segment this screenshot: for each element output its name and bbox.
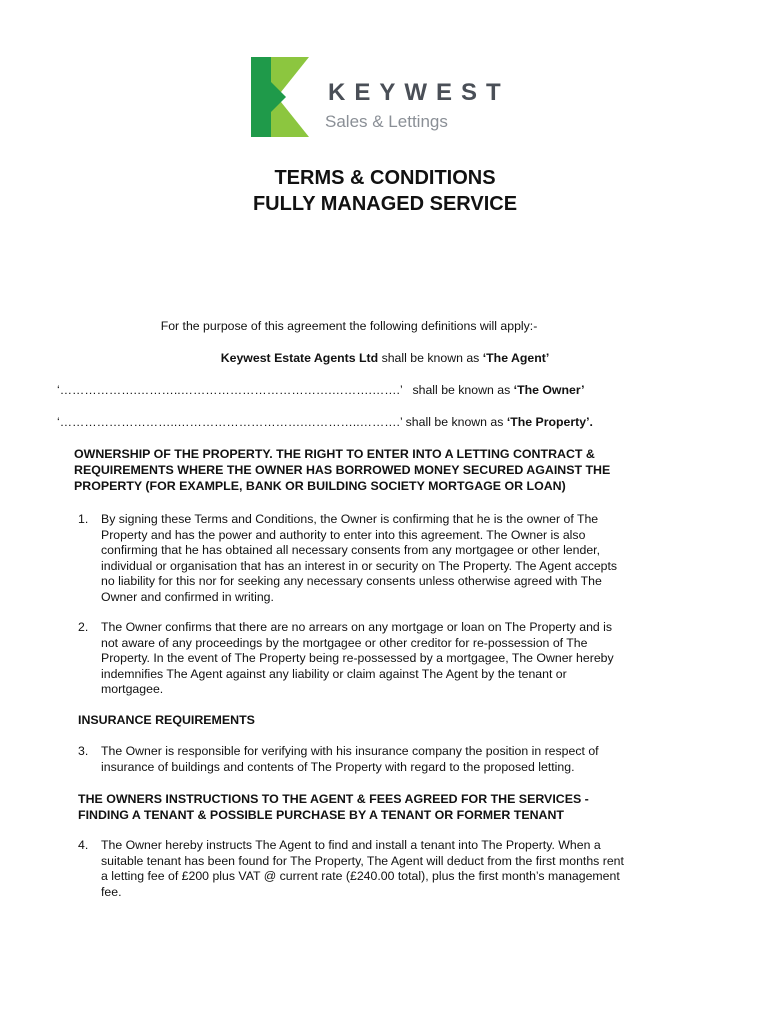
clause-number: 1.: [78, 512, 89, 526]
clause-text: By signing these Terms and Conditions, the Owner is confirming that he is the owner of The Property and has the power and authority to enter into this agreement. The Owner is also confirming that he has obtained all necessary consents from any mortgagee or other lender, individual or organisation that has an interest in or security on The Property. The Agent accepts no liability for this nor for seeking any necessary consents unless otherwise agreed with The Owner and confirmed in writing.: [101, 512, 618, 604]
section-heading-instructions: THE OWNERS INSTRUCTIONS TO THE AGENT & FEES AGREED FOR THE SERVICES - FINDING A TENANT & POSSIBLE PURCHASE BY A TENANT OR FORMER TENANT: [78, 792, 589, 822]
owner-blank: ‘……………….………..……………………………….……….…….’: [57, 383, 403, 397]
clause-number: 3.: [78, 744, 89, 758]
agent-name: Keywest Estate Agents Ltd: [220, 351, 379, 365]
clause-text: The Owner confirms that there are no arrears on any mortgage or loan on The Property and is not aware of any proceedings by the mortgagee or other creditor for re-possession of The Property. In the event of The Property being re-possessed by a mortgagee, The Owner hereby indemnifies The Agent against any liability or claim against The Agent by the tenant or mortgagee.: [101, 620, 614, 696]
definition-agent: Keywest Estate Agents Ltd shall be known as ‘The Agent’: [220, 351, 550, 365]
brand-tagline: Sales & Lettings: [325, 112, 448, 131]
clause-text: The Owner is responsible for verifying with his insurance company the position in respect of insurance of buildings and contents of The Property with regard to the proposed letting.: [101, 744, 599, 774]
clause-number: 2.: [78, 620, 89, 634]
brand-name: KEYWEST: [328, 79, 510, 106]
definition-property: ‘………………………..………………………….…………..……….’ shall be known as ‘The Property’.: [57, 415, 593, 429]
keywest-k-mark-icon: [251, 57, 311, 137]
owner-term: ‘The Owner’: [513, 383, 585, 397]
company-logo: [251, 57, 521, 137]
definition-owner: ‘……………….………..……………………………….……….…….’ shall be known as ‘The Owner’: [57, 383, 585, 397]
property-blank: ‘………………………..………………………….…………..……….’: [57, 415, 403, 429]
section-heading-insurance: INSURANCE REQUIREMENTS: [78, 713, 255, 727]
clause-text: The Owner hereby instructs The Agent to find and install a tenant into The Property. When a suitable tenant has been found for The Property, The Agent will deduct from the first months rent a letting fee of £200 plus VAT @ current rate (£240.00 total), plus the first month’s management fee.: [101, 838, 624, 899]
section-heading-ownership: OWNERSHIP OF THE PROPERTY. THE RIGHT TO ENTER INTO A LETTING CONTRACT & REQUIREMENTS WHERE THE OWNER HAS BORROWED MONEY SECURED AGAINST THE PROPERTY (FOR EXAMPLE, BANK OR BUILDING SOCIETY MORTGAGE OR LOAN): [74, 447, 611, 493]
document-subtitle: FULLY MANAGED SERVICE: [252, 193, 518, 215]
agent-term: ‘The Agent’: [482, 351, 550, 365]
document-title: TERMS & CONDITIONS: [274, 167, 496, 189]
clause-number: 4.: [78, 838, 89, 852]
definitions-intro: For the purpose of this agreement the following definitions will apply:-: [160, 319, 538, 333]
property-term: ‘The Property’.: [506, 415, 593, 429]
